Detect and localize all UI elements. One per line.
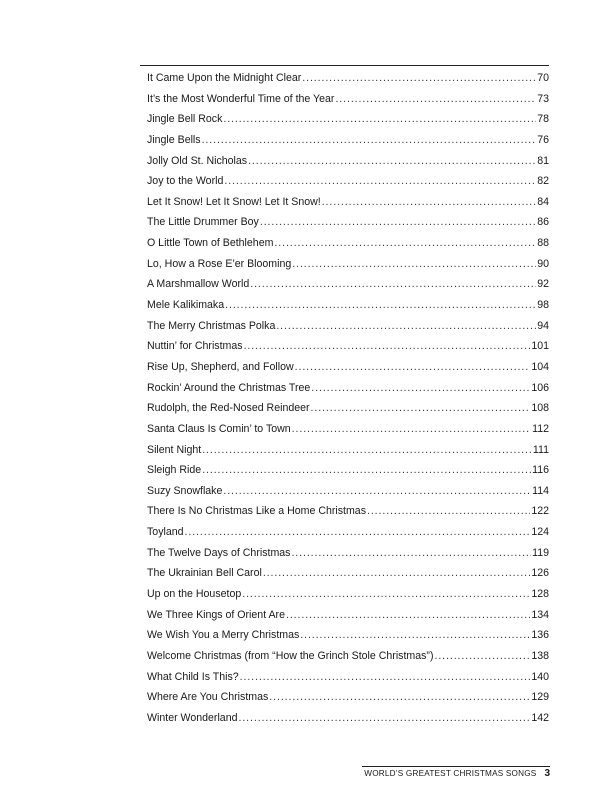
toc-entry-title: Suzy Snowflake <box>147 484 223 497</box>
toc-entry-title: Nuttin’ for Christmas <box>147 340 243 353</box>
toc-entry <box>147 402 549 423</box>
toc-entry-title: Santa Claus Is Comin’ to Town <box>147 422 291 435</box>
toc-dot-leader <box>311 382 530 394</box>
footer-rule <box>362 766 550 767</box>
toc-dot-leader <box>322 196 536 208</box>
toc-entry <box>147 258 549 279</box>
toc-entry-page-number: 136 <box>531 629 549 642</box>
toc-dot-leader <box>202 134 537 146</box>
toc-entry-page-number: 98 <box>537 299 549 312</box>
toc-entry-title: We Wish You a Merry Christmas <box>147 629 300 642</box>
toc-entry-title: What Child Is This? <box>147 670 239 683</box>
table-of-contents <box>147 72 549 733</box>
toc-dot-leader <box>269 691 530 703</box>
toc-entry-page-number: 108 <box>531 402 549 415</box>
toc-dot-leader <box>292 258 536 270</box>
toc-entry-title: There Is No Christmas Like a Home Christmas <box>147 505 366 518</box>
toc-entry <box>147 175 549 196</box>
toc-dot-leader <box>185 526 531 538</box>
toc-dot-leader <box>248 155 536 167</box>
toc-entry-title: Jingle Bell Rock <box>147 113 223 126</box>
toc-entry-title: Jingle Bells <box>147 133 201 146</box>
toc-entry <box>147 650 549 671</box>
toc-entry <box>147 155 549 176</box>
toc-dot-leader <box>311 402 531 414</box>
toc-dot-leader <box>300 629 530 641</box>
toc-entry-page-number: 142 <box>531 711 549 724</box>
toc-dot-leader <box>242 588 530 600</box>
toc-entry-title: A Marshmallow World <box>147 278 250 291</box>
toc-entry <box>147 237 549 258</box>
toc-entry-page-number: 114 <box>532 484 549 497</box>
toc-entry-title: Let It Snow! Let It Snow! Let It Snow! <box>147 195 321 208</box>
toc-dot-leader <box>292 423 531 435</box>
toc-entry-page-number: 138 <box>531 649 549 662</box>
toc-entry-page-number: 90 <box>537 257 549 270</box>
toc-entry <box>147 712 549 733</box>
toc-entry-title: Winter Wonderland <box>147 711 238 724</box>
toc-entry-title: It Came Upon the Midnight Clear <box>147 72 302 84</box>
toc-dot-leader <box>223 113 536 125</box>
toc-dot-leader <box>202 444 532 456</box>
toc-entry-page-number: 134 <box>531 608 549 621</box>
toc-entry-page-number: 104 <box>531 360 549 373</box>
toc-entry-title: Jolly Old St. Nicholas <box>147 154 248 167</box>
toc-dot-leader <box>225 299 536 311</box>
toc-entry-page-number: 119 <box>532 546 549 559</box>
toc-entry-title: O Little Town of Bethlehem <box>147 237 274 250</box>
toc-entry <box>147 299 549 320</box>
toc-entry <box>147 609 549 630</box>
toc-entry <box>147 340 549 361</box>
toc-entry <box>147 216 549 237</box>
toc-entry <box>147 93 549 114</box>
toc-dot-leader <box>223 485 531 497</box>
toc-entry-title: Joy to the World <box>147 175 224 188</box>
toc-dot-leader <box>367 505 530 517</box>
toc-dot-leader <box>238 712 530 724</box>
top-rule <box>140 65 549 66</box>
toc-entry <box>147 113 549 134</box>
toc-entry-title: We Three Kings of Orient Are <box>147 608 285 621</box>
toc-entry <box>147 526 549 547</box>
toc-entry-page-number: 76 <box>537 133 549 146</box>
toc-entry-page-number: 116 <box>532 464 549 477</box>
toc-entry <box>147 72 549 93</box>
toc-entry <box>147 196 549 217</box>
toc-dot-leader <box>335 93 536 105</box>
toc-entry <box>147 485 549 506</box>
toc-entry-page-number: 124 <box>531 526 549 539</box>
toc-entry-page-number: 111 <box>532 443 549 456</box>
toc-dot-leader <box>260 216 536 228</box>
toc-entry-title: Toyland <box>147 526 184 539</box>
toc-dot-leader <box>263 567 530 579</box>
toc-entry-page-number: 122 <box>531 505 549 518</box>
toc-entry-page-number: 78 <box>537 113 549 126</box>
toc-entry-page-number: 140 <box>531 670 549 683</box>
toc-entry-title: The Merry Christmas Polka <box>147 319 276 332</box>
toc-entry-title: It’s the Most Wonderful Time of the Year <box>147 92 335 105</box>
toc-dot-leader <box>302 72 536 84</box>
toc-dot-leader <box>286 609 530 621</box>
toc-dot-leader <box>276 320 536 332</box>
toc-entry-page-number: 129 <box>531 691 549 704</box>
toc-entry-title: Rockin’ Around the Christmas Tree <box>147 381 311 394</box>
toc-entry-title: Welcome Christmas (from “How the Grinch Stole Christmas”) <box>147 649 434 662</box>
toc-entry <box>147 505 549 526</box>
toc-dot-leader <box>224 175 536 187</box>
toc-dot-leader <box>250 278 536 290</box>
toc-entry-title: Where Are You Christmas <box>147 691 269 704</box>
toc-entry-page-number: 126 <box>531 567 549 580</box>
toc-entry <box>147 671 549 692</box>
toc-entry <box>147 361 549 382</box>
toc-dot-leader <box>274 237 536 249</box>
toc-entry <box>147 691 549 712</box>
toc-entry <box>147 444 549 465</box>
toc-entry-page-number: 92 <box>537 278 549 291</box>
toc-entry-title: The Ukrainian Bell Carol <box>147 567 262 580</box>
toc-entry-page-number: 73 <box>537 92 549 105</box>
toc-entry <box>147 320 549 341</box>
toc-entry-title: Mele Kalikimaka <box>147 299 225 312</box>
toc-entry <box>147 629 549 650</box>
toc-entry-page-number: 94 <box>537 319 549 332</box>
footer-page-number: 3 <box>544 768 550 779</box>
toc-dot-leader <box>202 464 531 476</box>
toc-dot-leader <box>240 671 531 683</box>
toc-entry-title: Up on the Housetop <box>147 588 242 601</box>
toc-entry <box>147 278 549 299</box>
toc-entry-page-number: 88 <box>537 237 549 250</box>
toc-entry-page-number: 86 <box>537 216 549 229</box>
toc-entry-page-number: 70 <box>537 72 549 84</box>
toc-entry-page-number: 101 <box>531 340 549 353</box>
footer-book-title: WORLD’S GREATEST CHRISTMAS SONGS <box>364 769 537 778</box>
toc-dot-leader <box>291 547 531 559</box>
toc-dot-leader <box>244 340 531 352</box>
toc-entry-title: The Twelve Days of Christmas <box>147 546 291 559</box>
toc-entry-title: Rudolph, the Red-Nosed Reindeer <box>147 402 310 415</box>
toc-entry <box>147 464 549 485</box>
toc-entry-page-number: 84 <box>537 195 549 208</box>
toc-entry <box>147 547 549 568</box>
toc-dot-leader <box>434 650 530 662</box>
toc-entry-page-number: 81 <box>537 154 549 167</box>
toc-entry <box>147 382 549 403</box>
toc-entry-title: Silent Night <box>147 443 202 456</box>
page-footer <box>364 768 550 779</box>
toc-entry-page-number: 128 <box>531 588 549 601</box>
toc-entry-page-number: 82 <box>537 175 549 188</box>
toc-entry-title: Lo, How a Rose E’er Blooming <box>147 257 292 270</box>
toc-entry <box>147 588 549 609</box>
toc-entry-title: Rise Up, Shepherd, and Follow <box>147 360 294 373</box>
toc-entry <box>147 567 549 588</box>
toc-dot-leader <box>295 361 531 373</box>
toc-entry-title: Sleigh Ride <box>147 464 202 477</box>
toc-entry-page-number: 112 <box>532 422 549 435</box>
toc-entry <box>147 423 549 444</box>
toc-entry-title: The Little Drummer Boy <box>147 216 259 229</box>
toc-entry-page-number: 106 <box>531 381 549 394</box>
toc-entry <box>147 134 549 155</box>
